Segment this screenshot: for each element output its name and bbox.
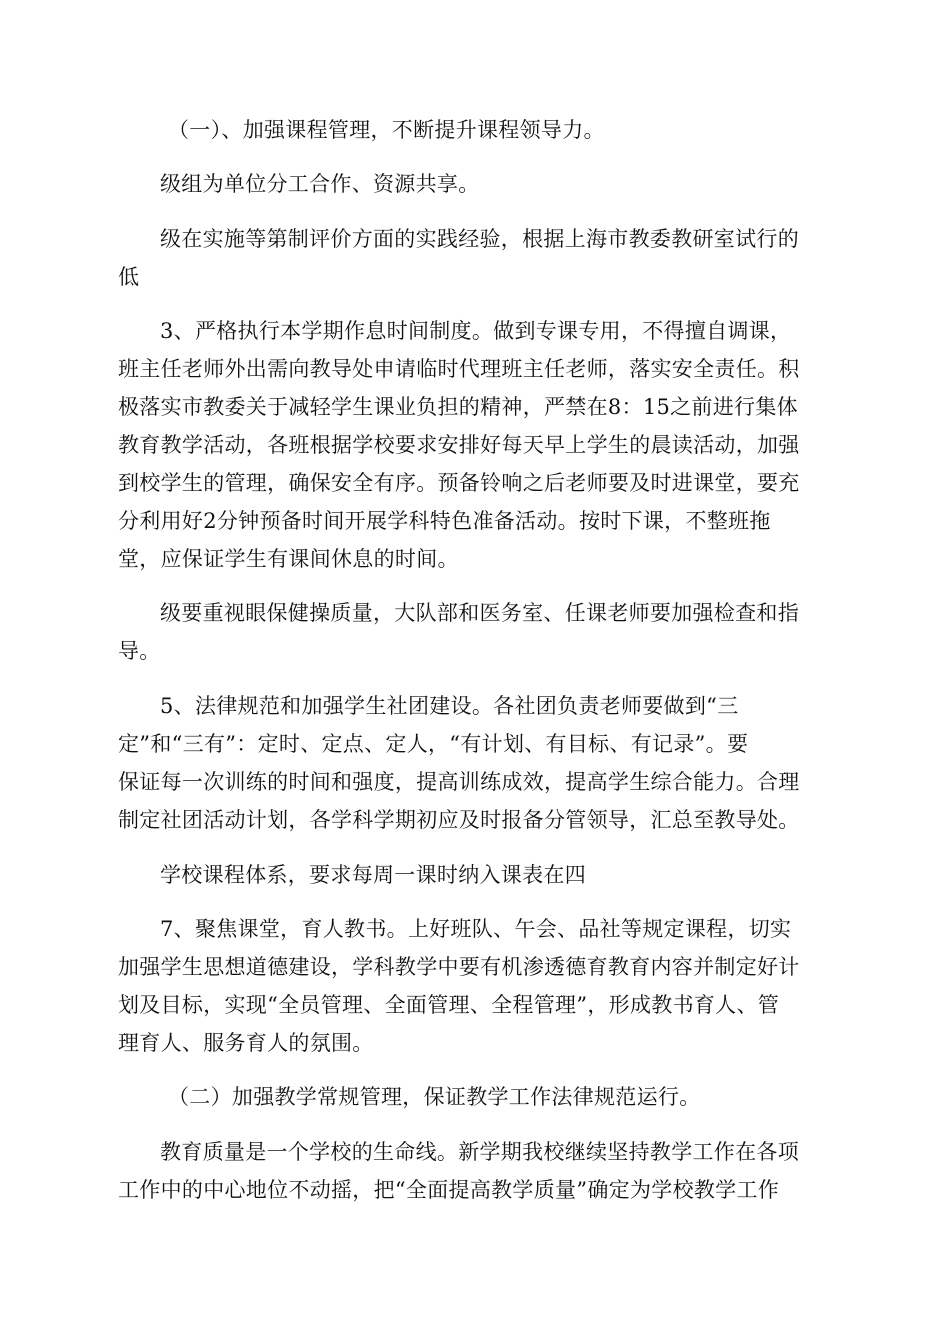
section-heading-2: （二）加强教学常规管理，保证教学工作法律规范运行。	[168, 1085, 701, 1109]
paragraph: 级要重视眼保健操质量，大队部和医务室、任课老师要加强检查和指 导。	[118, 601, 799, 663]
paragraph: 级组为单位分工合作、资源共享。	[160, 172, 480, 196]
section-heading-1: （一）、加强课程管理，不断提升课程领导力。	[168, 118, 605, 142]
paragraph: 级在实施等第制评价方面的实践经验，根据上海市教委教研室试行的 低	[118, 227, 799, 289]
paragraph: 学校课程体系，要求每周一课时纳入课表在四	[160, 863, 586, 887]
paragraph-item-3: 3、严格执行本学期作息时间制度。做到专课专用，不得擅自调课， 班主任老师外出需向教导处申请临时代理班主任老师，落实安全责任。积 极落实市教委关于减轻学生课业负担的精神，严禁在8：15之前进行集体 教育教学活动，各班根据学校要求安排好每天早上学生的晨读活动，加强 到校学生的管理，确保安全有序。预备铃响之后老师要及时进课堂，要充 分利用好2分钟预备时间开展学科特色准备活动。按时下课，不整班拖 堂，应保证学生有课间休息的时间。	[118, 319, 800, 571]
paragraph-item-5: 5、法律规范和加强学生社团建设。各社团负责老师要做到“三 定”和“三有”：定时、定点、定人，“有计划、有目标、有记录”。要 保证每一次训练的时间和强度，提高训练成效，提高学生综合能力。合理 制定社团活动计划，各学科学期初应及时报备分管领导，汇总至教导处。	[118, 694, 800, 832]
paragraph: 教育质量是一个学校的生命线。新学期我校继续坚持教学工作在各项 工作中的中心地位不动摇，把“全面提高教学质量”确定为学校教学工作	[118, 1140, 799, 1202]
paragraph-item-7: 7、聚焦课堂，育人教书。上好班队、午会、品社等规定课程，切实 加强学生思想道德建设，学科教学中要有机渗透德育教育内容并制定好计 划及目标，实现“全员管理、全面管理、全程管理”，形成教书育人、管 理育人、服务育人的氛围。	[118, 917, 800, 1055]
